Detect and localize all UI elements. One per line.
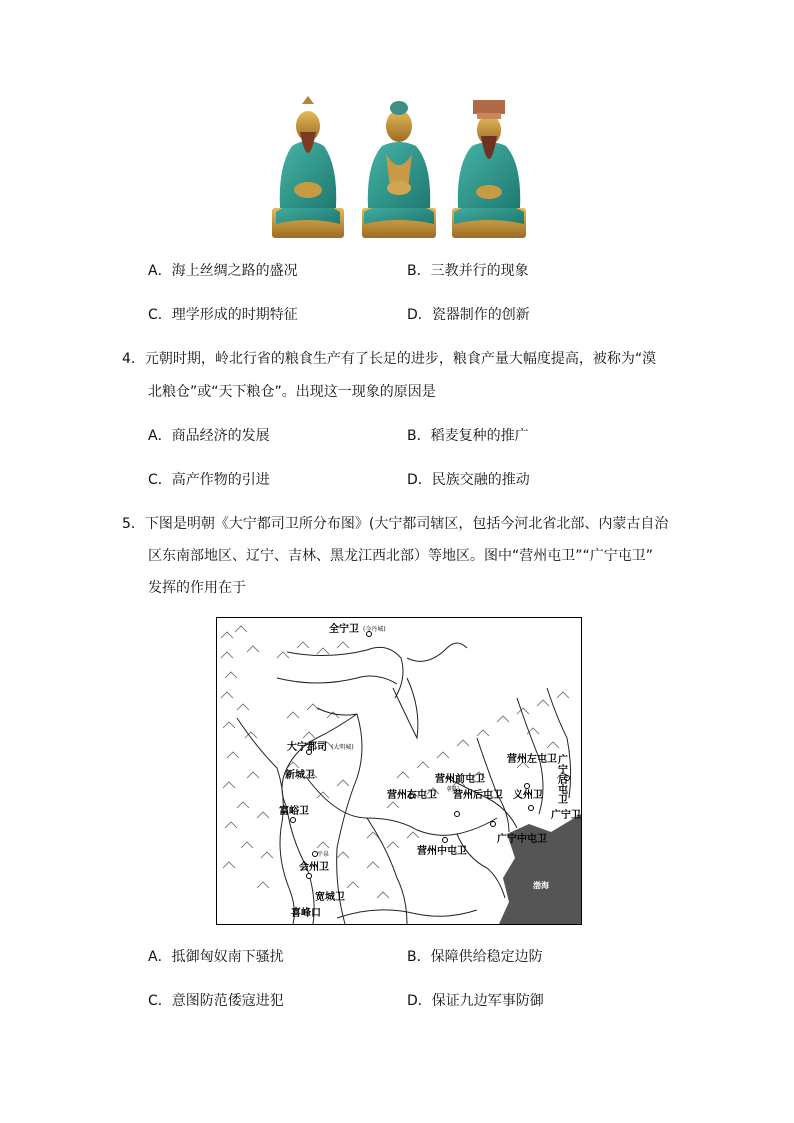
label-daning: 大宁都司 [287,742,327,753]
q3-option-d[interactable]: D．瓷器制作的创新 [407,307,530,323]
label-guangning: 广宁卫 [551,810,581,821]
statue-center [362,101,436,238]
label-xifengkou: 喜峰口 [291,908,321,919]
label-guangning-zhong: 广宁中屯卫 [497,834,547,845]
q3-option-a[interactable]: A．海上丝绸之路的盛况 [148,263,298,279]
label-yingzhou-you: 营州右屯卫 [387,790,437,801]
q3-option-c[interactable]: C．理学形成的时期特征 [148,307,298,323]
label-yingzhou-zhong: 营州中屯卫 [417,846,467,857]
statue-left [272,96,344,238]
label-kuancheng: 宽城卫 [315,892,345,903]
label-quanning: 全宁卫 [329,624,359,635]
q5-option-b[interactable]: B．保障供给稳定边防 [407,949,543,965]
q5-option-a[interactable]: A．抵御匈奴南下骚扰 [148,949,284,965]
label-yingzhou-hou: 营州后屯卫 [453,790,503,801]
label-quanning-note: (今丹城) [363,626,386,633]
daning-map [216,617,582,925]
q4-option-d[interactable]: D．民族交融的推动 [407,472,530,488]
label-xincheng: 新城卫 [285,770,315,781]
q5-option-d[interactable]: D．保证九边军事防御 [407,993,544,1009]
q4-stem-line2: 北粮仓”或“天下粮仓”。出现这一现象的原因是 [148,384,436,400]
label-chaoyang: 朝阳 [447,786,460,793]
label-bohai: 渤海 [533,881,549,890]
label-yizhou: 义州卫 [513,790,543,801]
q5-stem-line2: 区东南部地区、辽宁、吉林、黑龙江西北部）等地区。图中“营州屯卫”“广宁屯卫” [148,548,654,564]
label-pingquan: 平泉 [317,851,330,858]
q4-stem-line1: 4．元朝时期，岭北行省的粮食生产有了长足的进步，粮食产量大幅度提高，被称为“漠 [122,351,657,367]
q4-option-b[interactable]: B．稻麦复种的推广 [407,428,529,444]
bohai-sea [499,814,581,924]
three-statues-image [268,96,530,242]
q4-option-c[interactable]: C．高产作物的引进 [148,472,270,488]
q5-option-c[interactable]: C．意图防范倭寇进犯 [148,993,284,1009]
label-daning-note: (大明城) [331,744,354,751]
q5-stem-line1: 5．下图是明朝《大宁都司卫所分布图》(大宁都司辖区，包括今河北省北部、内蒙古自治 [122,516,669,532]
q5-stem-line3: 发挥的作用在于 [148,580,246,596]
statue-right [452,100,526,238]
label-yingzhou-qian: 营州前屯卫 [435,774,485,785]
q3-option-b[interactable]: B．三教并行的现象 [407,263,529,279]
label-huizhou: 会州卫 [299,862,329,873]
label-guangning-hou: 广宁后屯卫 [555,754,567,804]
q4-option-a[interactable]: A．商品经济的发展 [148,428,270,444]
label-fuyu: 富峪卫 [279,806,309,817]
label-yingzhou-zuo: 营州左屯卫 [507,754,557,765]
